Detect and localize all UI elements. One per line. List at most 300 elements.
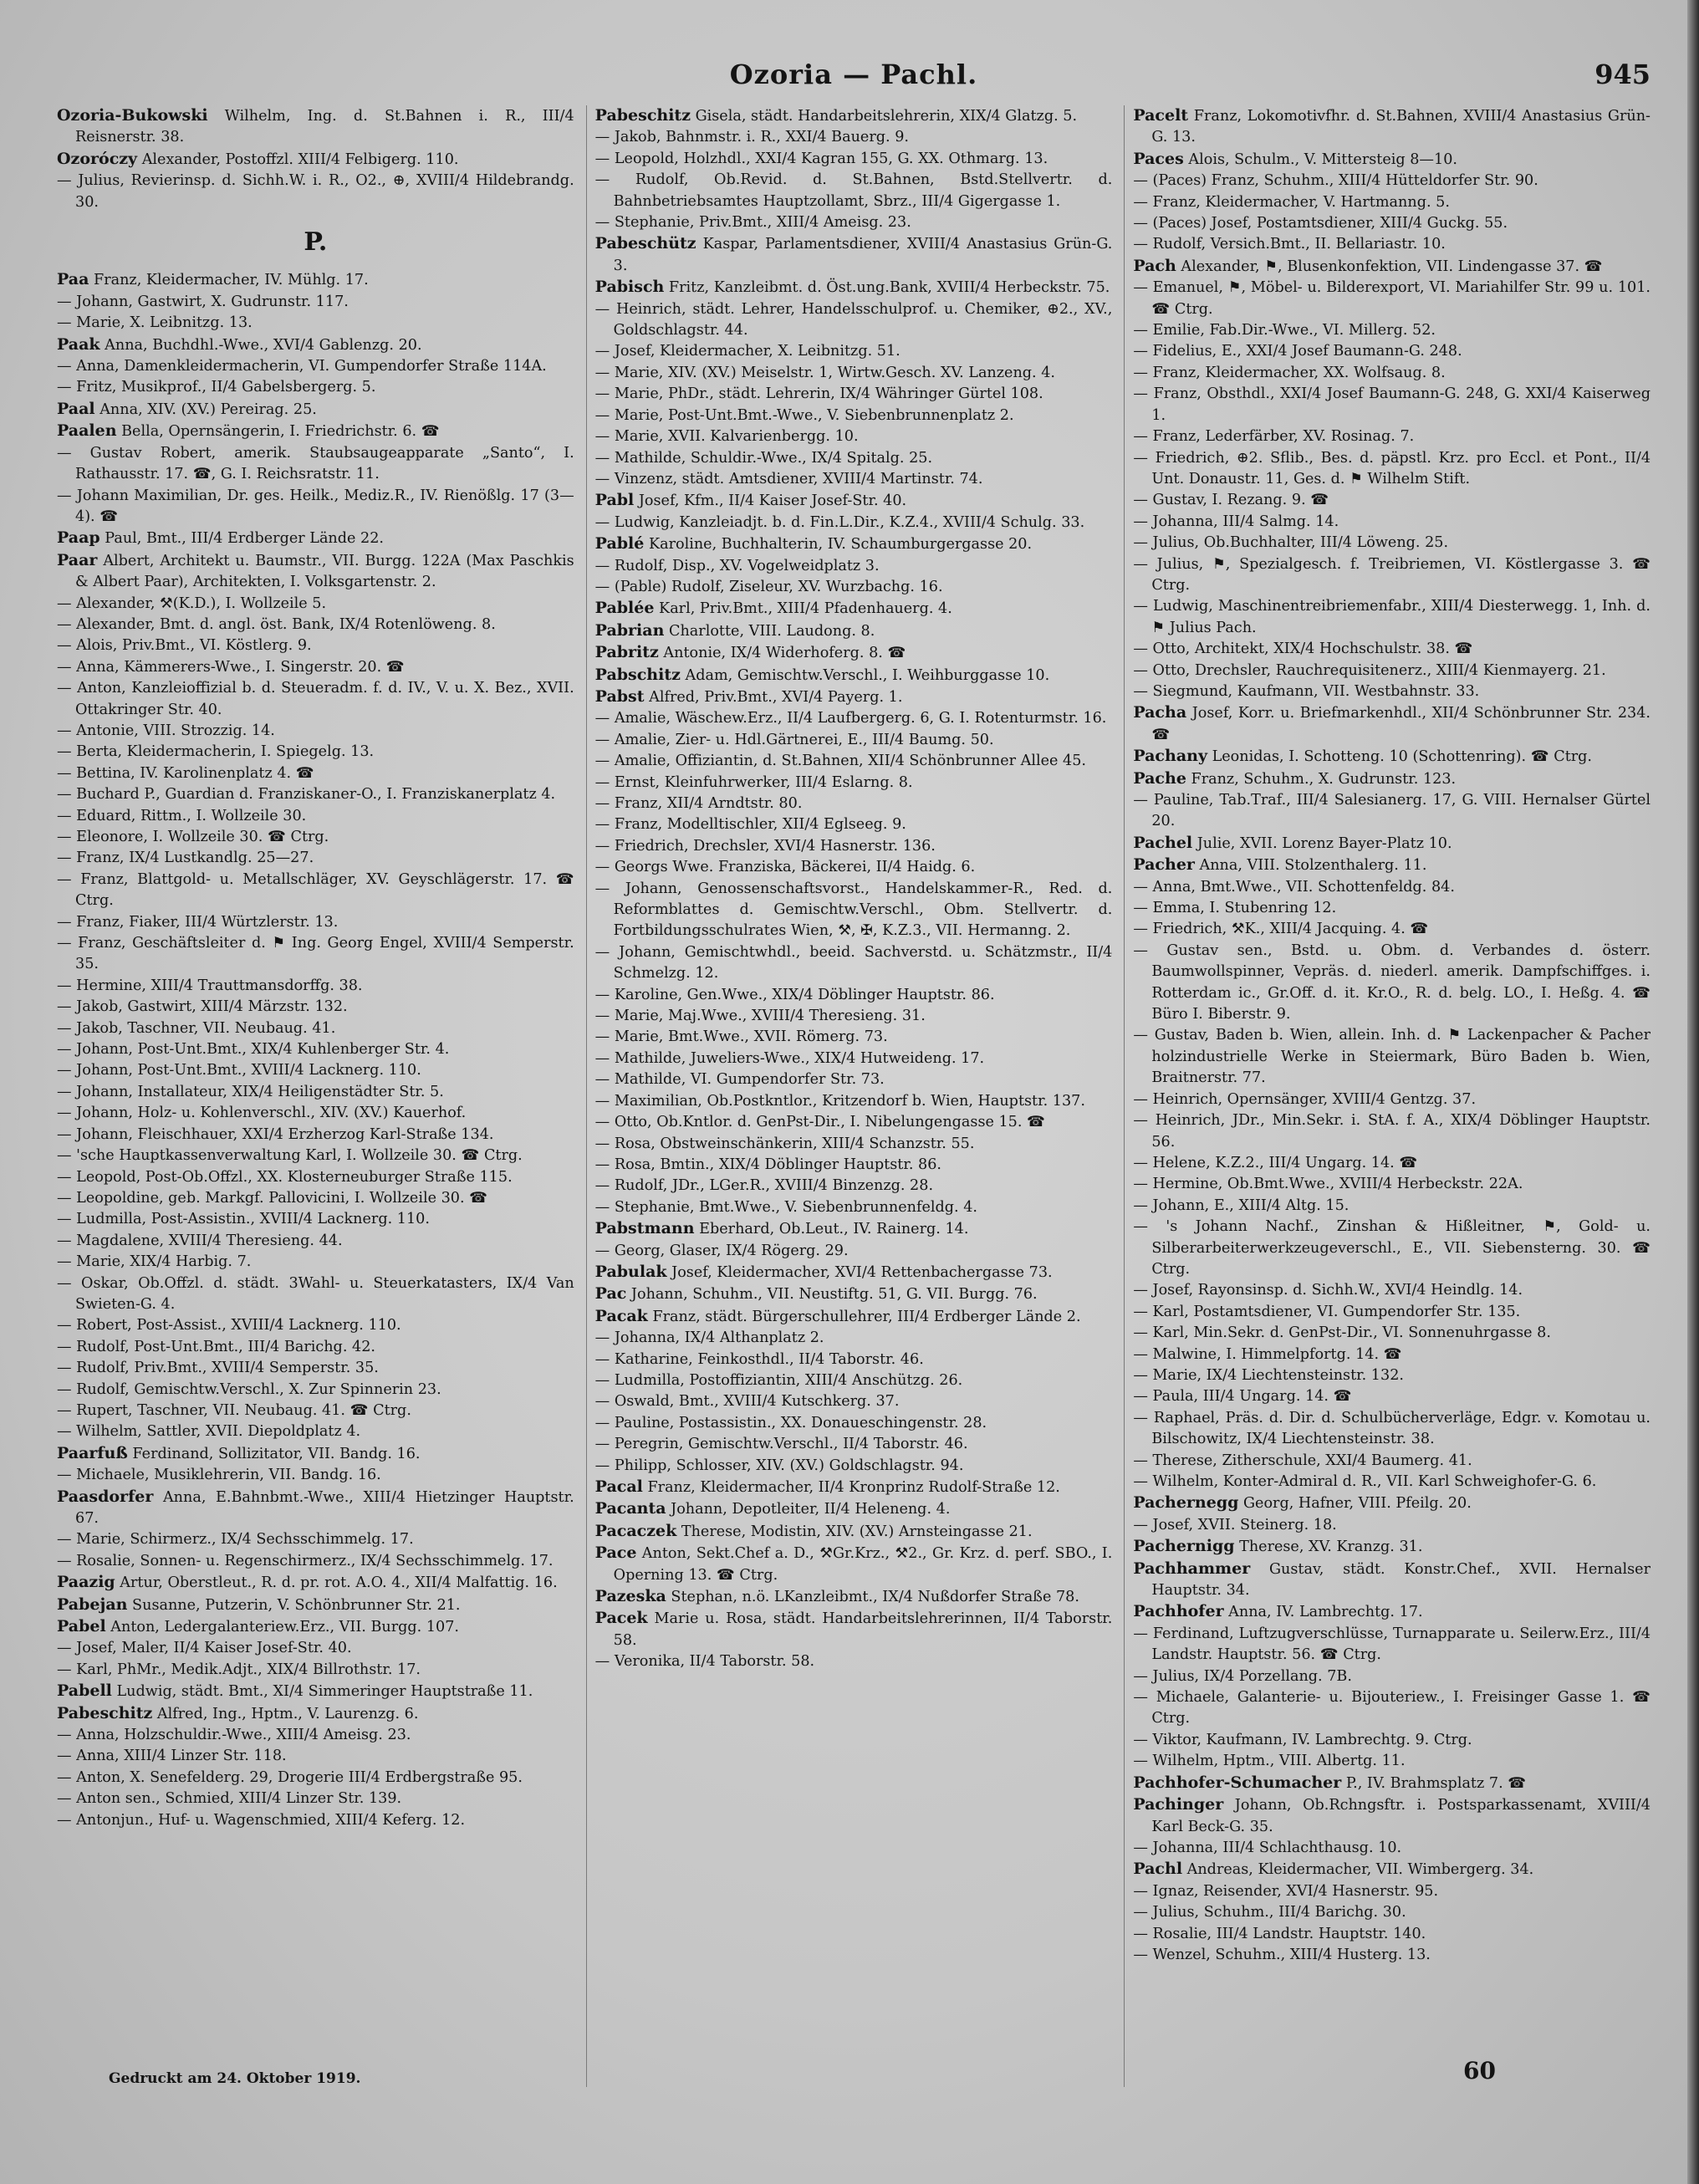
directory-entry (595, 1350, 1113, 1370)
entry-text: Johann, Schuhm., VII. Neustiftg. 51, G. VII. Burgg. 76. (626, 1286, 1038, 1304)
directory-entry (595, 985, 1113, 1006)
entry-surname: Pacelt (1133, 106, 1189, 125)
entry-text: — Rudolf, JDr., LGer.R., XVIII/4 Binzenzg. 28. (594, 1177, 934, 1195)
directory-entry (595, 1456, 1113, 1477)
entry-text: — Leopold, Holzhdl., XXI/4 Kagran 155, G. XX. Othmarg. 13. (594, 150, 1048, 167)
entry-text: — Rosa, Bmtin., XIX/4 Döblinger Hauptstr. 86. (594, 1156, 941, 1173)
entry-text: — Alexander, Bmt. d. angl. öst. Bank, IX/4 Rotenlöweng. 8. (57, 615, 496, 633)
directory-entry (57, 1746, 574, 1767)
directory-entry (1133, 1730, 1651, 1751)
entry-text: — Jakob, Taschner, VII. Neubaug. 41. (57, 1019, 336, 1037)
entry-text: Leonidas, I. Schotteng. 10 (Schottenring). ☎ Ctrg. (1207, 748, 1593, 766)
directory-entry (1133, 661, 1651, 681)
directory-entry (57, 1638, 574, 1659)
directory-entry (1133, 941, 1651, 1026)
directory-entry (595, 1241, 1113, 1262)
entry-text: Franz, städt. Bürgerschullehrer, III/4 Erdberger Lände 2. (647, 1308, 1081, 1325)
directory-entry (595, 708, 1113, 729)
entry-text: — Rudolf, Versich.Bmt., II. Bellariastr. 10. (1133, 236, 1446, 253)
entry-text: Ferdinand, Sollizitator, VII. Bandg. 16. (127, 1445, 421, 1462)
directory-entry (595, 105, 1113, 127)
entry-surname: Paalen (57, 421, 117, 441)
entry-text: Alfred, Ing., Hptm., V. Laurenzg. 6. (152, 1705, 419, 1722)
directory-entry (57, 1465, 574, 1486)
entry-text: P., IV. Brahmsplatz 7. ☎ (1341, 1774, 1527, 1792)
entry-text: — Otto, Drechsler, Rauchrequisitenerz., XIII/4 Kienmayerg. 21. (1133, 661, 1606, 679)
entry-text: — Eleonore, I. Wollzeile 30. ☎ Ctrg. (57, 829, 329, 845)
directory-entry (595, 879, 1113, 942)
entry-surname: Pabeschütz (594, 234, 696, 253)
directory-entry (1133, 1536, 1651, 1558)
directory-columns (57, 105, 1651, 2087)
entry-text: — Julius, IX/4 Porzellang. 7B. (1133, 1667, 1352, 1685)
directory-entry (595, 942, 1113, 985)
entry-text: Adam, Gemischtw.Verschl., I. Weihburggasse 10. (680, 666, 1050, 684)
entry-text: — Gustav Robert, amerik. Staubsaugeapparate „Santo“, I. Rathausstr. 17. ☎, G. I. Reichsratstr. 11. (57, 444, 574, 483)
entry-text: Eberhard, Ob.Leut., IV. Rainerg. 14. (694, 1221, 969, 1238)
entry-text: — Anton, X. Senefelderg. 29, Drogerie III/4 Erdbergstraße 95. (57, 1768, 523, 1786)
entry-surname: Pachany (1133, 747, 1207, 766)
directory-entry (595, 299, 1113, 342)
directory-entry (57, 721, 574, 742)
entry-text: — Marie, IX/4 Liechtensteinstr. 132. (1133, 1366, 1404, 1384)
entry-text: Marie u. Rosa, städt. Handarbeitslehrerinnen, II/4 Taborstr. 58. (613, 1610, 1113, 1649)
directory-entry (595, 1328, 1113, 1349)
entry-text: — Mathilde, Juweliers-Wwe., XIX/4 Hutweideng. 17. (594, 1049, 985, 1067)
entry-text: Wilhelm, Ing. d. St.Bahnen i. R., III/4 Reisnerstr. 38. (75, 108, 574, 146)
directory-entry (1133, 234, 1651, 255)
directory-entry (57, 1082, 574, 1103)
entry-text: — Franz, Modelltischler, XII/4 Eglseeg. 9. (594, 816, 906, 834)
entry-surname: Paarfuß (57, 1443, 128, 1462)
entry-surname: Pablé (594, 534, 645, 554)
entry-text: — Heinrich, JDr., Min.Sekr. i. StA. f. A., XIX/4 Döblinger Hauptstr. 56. (1133, 1112, 1651, 1151)
entry-text: Alfred, Priv.Bmt., XVI/4 Payerg. 1. (644, 688, 903, 706)
directory-entry (1133, 149, 1651, 171)
directory-entry (1133, 919, 1651, 940)
directory-entry (57, 1146, 574, 1166)
entry-text: Alexander, Postoffzl. XIII/4 Felbigerg. 110. (137, 151, 459, 168)
entry-text: — Julius, Schuhm., III/4 Barichg. 30. (1133, 1904, 1406, 1921)
directory-entry (1133, 1794, 1651, 1838)
entry-surname: Pacaczek (594, 1521, 677, 1540)
entry-text: — Otto, Ob.Kntlor. d. GenPst-Dir., I. Nibelungengasse 15. ☎ (594, 1114, 1045, 1131)
directory-entry (595, 1112, 1113, 1133)
directory-entry (595, 1434, 1113, 1455)
directory-entry (595, 1091, 1113, 1112)
directory-entry (57, 313, 574, 334)
directory-entry (1133, 1773, 1651, 1794)
entry-text: — Buchard P., Guardian d. Franziskaner-O., I. Franziskanerplatz 4. (57, 786, 556, 804)
directory-entry (595, 1608, 1113, 1651)
directory-entry (1133, 1881, 1651, 1902)
directory-entry (595, 730, 1113, 751)
directory-entry (57, 1660, 574, 1681)
directory-entry (595, 1027, 1113, 1048)
directory-entry (595, 426, 1113, 447)
directory-entry (595, 1155, 1113, 1176)
directory-entry (57, 1725, 574, 1746)
running-head: Ozoria — Pachl. (729, 59, 978, 90)
entry-text: — Gustav, I. Rezang. 9. ☎ (1133, 492, 1329, 509)
directory-entry (595, 577, 1113, 598)
entry-text: — Gustav, Baden b. Wien, allein. Inh. d. ⚑ Lackenpacher & Pacher holzindustrielle Werke in Steiermark, Büro Baden b. Wien, Braitnerstr. 77. (1133, 1027, 1651, 1087)
directory-entry (595, 212, 1113, 233)
directory-entry (1133, 1153, 1651, 1174)
directory-entry (57, 1337, 574, 1358)
entry-text: — Oswald, Bmt., XVIII/4 Kutschkerg. 37. (594, 1393, 900, 1411)
entry-text: — Karoline, Gen.Wwe., XIX/4 Döblinger Hauptstr. 86. (594, 986, 995, 1003)
directory-entry (57, 635, 574, 656)
directory-entry (57, 1595, 574, 1616)
entry-text: — Berta, Kleidermacherin, I. Spiegelg. 13. (57, 743, 375, 761)
directory-entry (57, 356, 574, 377)
entry-surname: Paal (57, 399, 95, 418)
directory-entry (57, 848, 574, 869)
entry-text: — Rosa, Obstweinschänkerin, XIII/4 Schanzstr. 55. (594, 1135, 975, 1152)
entry-text: Karoline, Buchhalterin, IV. Schaumburgergasse 20. (644, 536, 1033, 554)
directory-entry (595, 1006, 1113, 1027)
directory-entry (57, 1103, 574, 1124)
directory-entry (595, 598, 1113, 620)
entry-text: Anna, E.Bahnbmt.-Wwe., XIII/4 Hietzinger Hauptstr. 67. (75, 1488, 574, 1527)
directory-entry (1133, 512, 1651, 533)
entry-text: — Georgs Wwe. Franziska, Bäckerei, II/4 Haidg. 6. (594, 859, 976, 876)
entry-text: — Johann Maximilian, Dr. ges. Heilk., Mediz.R., IV. Rienößlg. 17 (3—4). ☎ (57, 487, 574, 525)
entry-surname: Pabstmann (594, 1219, 695, 1238)
print-date-note: Gedruckt am 24. Oktober 1919. (109, 2070, 361, 2087)
directory-entry (1133, 1408, 1651, 1451)
entry-text: Charlotte, VIII. Laudong. 8. (664, 622, 875, 640)
entry-text: Anna, VIII. Stolzenthalerg. 11. (1194, 857, 1427, 875)
directory-entry (1133, 1624, 1651, 1666)
directory-entry (57, 1358, 574, 1379)
directory-entry (57, 292, 574, 313)
entry-text: — Hermine, Ob.Bmt.Wwe., XVIII/4 Herbeckstr. 22A. (1133, 1176, 1523, 1193)
entry-surname: Pachinger (1133, 1795, 1224, 1814)
entry-text: — Anna, Bmt.Wwe., VII. Schottenfeldg. 84. (1133, 878, 1455, 896)
entry-text: — Anton, Kanzleioffizial b. d. Steueradm. f. d. IV., V. u. X. Bez., XVII. Ottakringer Str. 40. (57, 680, 574, 718)
section-letter: P. (304, 227, 328, 258)
directory-entry (1133, 1945, 1651, 1966)
directory-entry (595, 363, 1113, 384)
directory-entry (595, 1498, 1113, 1520)
entry-text: — Bettina, IV. Karolinenplatz 4. ☎ (57, 764, 314, 782)
directory-entry (595, 1586, 1113, 1608)
directory-entry (595, 1521, 1113, 1543)
entry-surname: Pachhofer (1133, 1602, 1224, 1621)
directory-entry (1133, 171, 1651, 191)
entry-text: — Helene, K.Z.2., III/4 Ungarg. 14. ☎ (1133, 1154, 1418, 1171)
entry-text: — Leopold, Post-Ob.Offzl., XX. Klosterneuburger Straße 115. (57, 1168, 513, 1186)
entry-text: — Rudolf, Post-Unt.Bmt., III/4 Barichg. 42. (57, 1338, 375, 1355)
directory-entry (595, 1306, 1113, 1328)
directory-entry (595, 814, 1113, 835)
entry-surname: Pazeska (594, 1587, 666, 1606)
entry-text: — Johann, Installateur, XIX/4 Heiligenstädter Str. 5. (57, 1083, 444, 1100)
entry-text: — Eduard, Rittm., I. Wollzeile 30. (57, 807, 307, 824)
directory-entry (595, 686, 1113, 708)
entry-surname: Pacal (594, 1477, 643, 1496)
entry-text: Therese, XV. Kranzg. 31. (1234, 1538, 1423, 1556)
directory-entry (1133, 1196, 1651, 1217)
entry-text: — Ferdinand, Luftzugverschlüsse, Turnapparate u. Seilerw.Erz., III/4 Landstr. Hauptstr. 56. ☎ Ctrg. (1133, 1625, 1651, 1664)
entry-text: Josef, Kfm., II/4 Kaiser Josef-Str. 40. (634, 492, 907, 510)
entry-surname: Pabeschitz (594, 106, 691, 125)
entry-text: — Pauline, Postassistin., XX. Donaueschingenstr. 28. (594, 1414, 987, 1431)
entry-text: — Marie, XIX/4 Harbig. 7. (57, 1253, 252, 1271)
directory-entry (1133, 533, 1651, 554)
entry-text: — Johanna, IX/4 Althanplatz 2. (594, 1329, 824, 1347)
entry-surname: Pache (1133, 768, 1186, 788)
directory-entry (1133, 855, 1651, 876)
entry-text: Albert, Architekt u. Baumstr., VII. Burgg. 122A (Max Paschkis & Albert Paar), Architekten, I. Volksgartenstr. 2. (75, 552, 574, 591)
directory-entry (57, 171, 574, 213)
directory-entry (1133, 1451, 1651, 1472)
entry-text: — Michaele, Musiklehrerin, VII. Bandg. 16. (57, 1467, 381, 1484)
entry-text: — Mathilde, VI. Gumpendorfer Str. 73. (594, 1071, 885, 1089)
entry-text: — Oskar, Ob.Offzl. d. städt. 3Wahl- u. Steuerkatasters, IX/4 Van Swieten-G. 4. (57, 1274, 574, 1313)
entry-text: Andreas, Kleidermacher, VII. Wimbergerg. 34. (1182, 1861, 1534, 1879)
entry-text: — Vinzenz, städt. Amtsdiener, XVIII/4 Martinstr. 74. (594, 470, 983, 487)
directory-entry (595, 793, 1113, 814)
entry-text: — Ludmilla, Postoffiziantin, XIII/4 Anschützg. 26. (594, 1371, 963, 1389)
entry-text: Josef, Kleidermacher, XVI/4 Rettenbachergasse 73. (666, 1263, 1053, 1281)
entry-surname: Pachhofer-Schumacher (1133, 1773, 1342, 1792)
entry-text: — Wenzel, Schuhm., XIII/4 Husterg. 13. (1133, 1946, 1431, 1963)
entry-text: Anna, IV. Lambrechtg. 17. (1223, 1604, 1423, 1621)
directory-entry (1133, 1365, 1651, 1386)
directory-entry (1133, 1924, 1651, 1945)
entry-text: Fritz, Kanzleibmt. d. Öst.ung.Bank, XVIII/4 Herbeckstr. 75. (664, 279, 1110, 297)
entry-surname: Paak (57, 334, 100, 354)
directory-entry (57, 1252, 574, 1273)
directory-entry (57, 1401, 574, 1421)
directory-entry (595, 469, 1113, 490)
directory-entry (595, 448, 1113, 469)
entry-surname: Pachernegg (1133, 1493, 1239, 1513)
directory-entry (57, 105, 574, 149)
entry-surname: Paazig (57, 1573, 115, 1592)
entry-text: — Friedrich, ⊕2. Sflib., Bes. d. päpstl. Krz. pro Eccl. et Pont., II/4 Unt. Donaustr. 11, Ges. d. ⚑ Wilhelm Stift. (1133, 449, 1651, 487)
entry-surname: Pabeschitz (57, 1703, 153, 1722)
entry-text: — Marie, X. Leibnitzg. 13. (57, 314, 253, 332)
directory-entry (595, 277, 1113, 299)
directory-entry (57, 1231, 574, 1252)
entry-text: — Franz, Blattgold- u. Metallschläger, XV. Geyschlägerstr. 17. ☎ Ctrg. (57, 870, 574, 910)
directory-entry (57, 1681, 574, 1702)
entry-surname: Paar (57, 550, 98, 569)
entry-text: Franz, Kleidermacher, IV. Mühlg. 17. (89, 272, 369, 289)
directory-entry (1133, 1838, 1651, 1859)
directory-entry (57, 1768, 574, 1789)
entry-text: Franz, Lokomotivfhr. d. St.Bahnen, XVIII/4 Anastasius Grün-G. 13. (1151, 108, 1651, 146)
directory-entry (1133, 1025, 1651, 1089)
entry-text: — Viktor, Kaufmann, IV. Lambrechtg. 9. Ctrg. (1133, 1731, 1472, 1748)
directory-entry (57, 1529, 574, 1550)
directory-entry (1133, 768, 1651, 790)
directory-entry (595, 513, 1113, 533)
entry-text: — Johann, E., XIII/4 Altg. 15. (1133, 1197, 1350, 1214)
entry-surname: Pabst (594, 686, 645, 706)
entry-surname: Pace (594, 1544, 637, 1563)
entry-text: — Marie, Post-Unt.Bmt.-Wwe., V. Siebenbrunnenplatz 2. (594, 406, 1014, 424)
directory-entry (1133, 1472, 1651, 1493)
entry-text: — Franz, Kleidermacher, V. Hartmanng. 5. (1133, 193, 1450, 211)
directory-entry (1133, 213, 1651, 234)
entry-surname: Pacanta (594, 1499, 666, 1518)
directory-entry (57, 1380, 574, 1401)
directory-entry (1133, 1751, 1651, 1772)
entry-text: Anton, Sekt.Chef a. D., ⚒Gr.Krz., ⚒2., Gr. Krz. d. perf. SBO., I. Operning 13. ☎ Ctrg. (613, 1545, 1113, 1584)
directory-entry (1133, 320, 1651, 341)
directory-entry (595, 751, 1113, 772)
entry-text: Therese, Modistin, XIV. (XV.) Arnsteingasse 21. (676, 1523, 1033, 1540)
directory-entry (57, 421, 574, 442)
entry-text: — Karl, Postamtsdiener, VI. Gumpendorfer Str. 135. (1133, 1303, 1521, 1320)
entry-text: — Johann, Gastwirt, X. Gudrunstr. 117. (57, 293, 349, 310)
directory-entry (595, 620, 1113, 642)
entry-text: — Johanna, III/4 Salmg. 14. (1133, 513, 1339, 530)
directory-entry (1133, 278, 1651, 320)
entry-text: — (Paces) Franz, Schuhm., XIII/4 Hütteldorfer Str. 90. (1133, 172, 1538, 190)
column-3 (1124, 105, 1651, 2087)
directory-entry (1133, 1174, 1651, 1195)
entry-text: — Karl, Min.Sekr. d. GenPst-Dir., VI. Sonnenuhrgasse 8. (1133, 1324, 1551, 1342)
entry-text: Antonie, IX/4 Widerhoferg. 8. ☎ (658, 645, 906, 662)
entry-text: — Rudolf, Disp., XV. Vogelweidplatz 3. (594, 557, 880, 574)
entry-text: — Johann, Fleischhauer, XXI/4 Erzherzog Karl-Straße 134. (57, 1125, 494, 1143)
entry-text: — Rosalie, III/4 Landstr. Hauptstr. 140. (1133, 1925, 1426, 1942)
directory-entry (57, 149, 574, 171)
entry-text: Artur, Oberstleut., R. d. pr. rot. A.O. 4., XII/4 Malfattig. 16. (115, 1574, 558, 1592)
directory-entry (1133, 746, 1651, 768)
directory-entry (57, 615, 574, 635)
entry-text: — Siegmund, Kaufmann, VII. Westbahnstr. 33. (1133, 682, 1480, 700)
entry-text: — Franz, Obsthdl., XXI/4 Josef Baumann-G. 248, G. XXI/4 Kaiserweg 1. (1133, 385, 1651, 424)
directory-entry (595, 127, 1113, 148)
entry-text: — Jakob, Gastwirt, XIII/4 Märzstr. 132. (57, 998, 348, 1016)
entry-surname: Ozoria-Bukowski (57, 106, 208, 125)
entry-text: — (Pable) Rudolf, Ziseleur, XV. Wurzbachg. 16. (594, 578, 943, 595)
directory-entry (1133, 384, 1651, 426)
directory-entry (1133, 105, 1651, 149)
directory-entry (57, 976, 574, 997)
directory-entry (1133, 426, 1651, 447)
directory-entry (595, 1049, 1113, 1069)
directory-entry (595, 1477, 1113, 1498)
entry-surname: Pac (594, 1284, 627, 1304)
directory-entry (57, 784, 574, 805)
entry-surname: Paap (57, 528, 100, 548)
entry-text: — Gustav sen., Bstd. u. Obm. d. Verbandes d. österr. Baumwollspinner, Vepräs. d. niederl. amerik. Dampfschiffges. i. Rotterdam ic., Gr.Off. d. it. Kr.O., R. d. belg. LO., I. Heßg. 4. ☎ Büro I. Biberstr. 9. (1133, 941, 1651, 1023)
entry-text: — Marie, XIV. (XV.) Meiselstr. 1, Wirtw.Gesch. XV. Lanzeng. 4. (594, 364, 1056, 381)
entry-text: Gisela, städt. Handarbeitslehrerin, XIX/4 Glatzg. 5. (691, 108, 1078, 125)
entry-text: — Rudolf, Gemischtw.Verschl., X. Zur Spinnerin 23. (57, 1380, 441, 1398)
entry-text: — Stephanie, Bmt.Wwe., V. Siebenbrunnenfeldg. 4. (594, 1198, 978, 1216)
entry-surname: Pabritz (594, 643, 659, 662)
entry-surname: Pachl (1133, 1860, 1183, 1879)
directory-entry (57, 1209, 574, 1230)
entry-surname: Pach (1133, 256, 1176, 275)
entry-text: — Antonjun., Huf- u. Wagenschmied, XIII/4 Keferg. 12. (57, 1811, 466, 1829)
entry-text: — Wilhelm, Konter-Admiral d. R., VII. Karl Schweighofer-G. 6. (1133, 1473, 1597, 1490)
entry-text: Gustav, städt. Konstr.Chef., XVII. Hernalser Hauptstr. 34. (1151, 1560, 1651, 1600)
entry-text: Susanne, Putzerin, V. Schönbrunner Str. 21. (127, 1596, 461, 1614)
entry-text: — Katharine, Feinkosthdl., II/4 Taborstr. 46. (594, 1350, 924, 1368)
directory-entry (595, 384, 1113, 405)
directory-entry (595, 665, 1113, 686)
entry-text: — Franz, Geschäftsleiter d. ⚑ Ing. Georg Engel, XVIII/4 Semperstr. 35. (57, 935, 574, 973)
entry-text: — Heinrich, Opernsänger, XVIII/4 Gentzg. 37. (1133, 1090, 1477, 1108)
directory-entry (57, 1703, 574, 1725)
entry-text: Julie, XVII. Lorenz Bayer-Platz 10. (1192, 834, 1452, 852)
entry-text: — Therese, Zitherschule, XXI/4 Baumerg. 41. (1133, 1452, 1472, 1469)
directory-entry (1133, 1280, 1651, 1301)
entry-surname: Pabl (594, 491, 635, 510)
directory-entry (57, 1616, 574, 1638)
directory-entry (1133, 1601, 1651, 1623)
entry-text: — Fidelius, E., XXI/4 Josef Baumann-G. 248. (1133, 343, 1462, 360)
directory-entry (595, 1176, 1113, 1197)
directory-entry (595, 1370, 1113, 1391)
directory-entry (595, 1651, 1113, 1672)
entry-surname: Pachhammer (1133, 1559, 1251, 1578)
directory-entry (595, 773, 1113, 793)
entry-text: — Alexander, ⚒(K.D.), I. Wollzeile 5. (57, 594, 327, 612)
directory-entry (595, 149, 1113, 170)
entry-text: Anna, XIV. (XV.) Pereirag. 25. (94, 401, 317, 418)
page-header (57, 59, 1651, 95)
directory-entry (595, 836, 1113, 857)
entry-text: — Leopoldine, geb. Markgf. Pallovicini, I. Wollzeile 30. ☎ (57, 1189, 488, 1207)
directory-entry (57, 1273, 574, 1316)
entry-text: — Johann, Post-Unt.Bmt., XIX/4 Kuhlenberger Str. 4. (57, 1041, 450, 1059)
directory-entry (1133, 1687, 1651, 1730)
directory-entry (595, 233, 1113, 277)
directory-entry (1133, 1110, 1651, 1153)
directory-entry (595, 170, 1113, 212)
directory-entry (1133, 639, 1651, 660)
entry-text: — Amalie, Wäschew.Erz., II/4 Laufbergerg. 6, G. I. Rotenturmstr. 16. (594, 710, 1107, 727)
directory-entry (57, 997, 574, 1018)
directory-entry (595, 406, 1113, 426)
entry-text: — Anna, XIII/4 Linzer Str. 118. (57, 1748, 287, 1765)
entry-text: — Maximilian, Ob.Postkntlor., Kritzendorf b. Wien, Hauptstr. 137. (594, 1092, 1085, 1110)
entry-text: — Stephanie, Priv.Bmt., XIII/4 Ameisg. 23. (594, 214, 911, 232)
entry-text: — Johann, Genossenschaftsvorst., Handelskammer-R., Red. d. Reformblattes d. Gemischtw.Verschl., Obm. Stellvertr. d. Fortbildungsschulrates Wien, ⚒, ✠, K.Z.3., VII. Hermanng. 2. (594, 880, 1113, 940)
entry-text: Bella, Opernsängerin, I. Friedrichstr. 6. ☎ (116, 423, 440, 441)
entry-text: Anton, Ledergalanteriew.Erz., VII. Burgg. 107. (105, 1619, 460, 1636)
directory-entry (1133, 192, 1651, 213)
entry-text: — Ludwig, Maschinentreibriemenfabr., XIII/4 Diesterwegg. 1, Inh. d. ⚑ Julius Pach. (1133, 598, 1651, 636)
directory-entry (1133, 1345, 1651, 1365)
entry-surname: Pacak (594, 1306, 648, 1325)
entry-text: — Antonie, VIII. Strozzig. 14. (57, 722, 275, 739)
directory-entry (595, 341, 1113, 362)
entry-text: — Franz, Lederfärber, XV. Rosinag. 7. (1133, 428, 1415, 446)
entry-text: Franz, Kleidermacher, II/4 Kronprinz Rudolf-Straße 12. (642, 1479, 1060, 1496)
sheet-signature: 60 (1463, 2057, 1496, 2084)
directory-entry (57, 269, 574, 291)
directory-entry (57, 1487, 574, 1530)
entry-text: — Friedrich, Drechsler, XVI/4 Hasnerstr. 136. (594, 837, 936, 855)
entry-text: — Wilhelm, Hptm., VIII. Albertg. 11. (1133, 1753, 1406, 1770)
directory-entry (57, 334, 574, 356)
entry-text: — Hermine, XIII/4 Trauttmansdorffg. 38. (57, 977, 363, 994)
entry-text: — Veronika, II/4 Taborstr. 58. (594, 1653, 815, 1671)
entry-text: — Amalie, Offiziantin, d. St.Bahnen, XII/4 Schönbrunner Allee 45. (594, 753, 1086, 770)
